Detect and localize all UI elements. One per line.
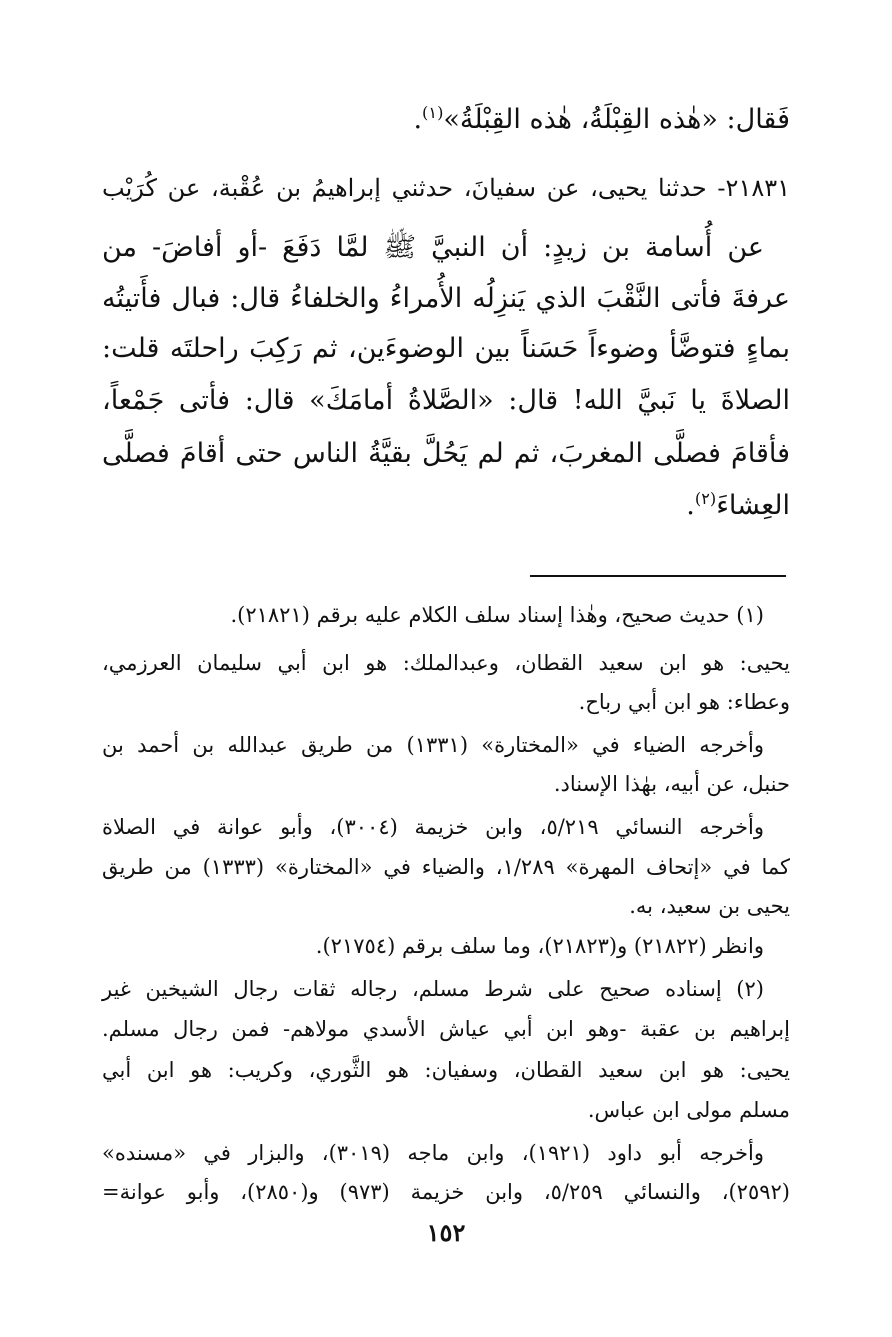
main-text-line [100, 489, 790, 521]
footnote-ref: (٢) [694, 489, 717, 508]
punctuation: . [413, 104, 423, 135]
main-text-line: الصلاةَ يا نَبيَّ الله! قال: «الصَّلاةُ أمامَكَ» قال: فأتى جَمْعاً، [102, 385, 790, 416]
footnote-line: يحيى: هو ابن سعيد القطان، وسفيان: هو الثَّوري، وكريب: هو ابن أبي [102, 1058, 790, 1082]
punctuation: . [686, 490, 695, 521]
footnote-line: وعطاء: هو ابن أبي رباح. [578, 690, 790, 714]
footnote-line: إبراهيم بن عقبة -وهو ابن أبي عياش الأسدي مولاهم- فمن رجال مسلم. [102, 1017, 790, 1041]
footnote-line: يحيى: هو ابن سعيد القطان، وعبدالملك: هو ابن أبي سليمان العرزمي، [102, 651, 790, 675]
main-text-line: فأقامَ فصلَّى المغربَ، ثم لم يَحُلَّ بقيَّةُ الناس حتى أقامَ فصلَّى [102, 438, 790, 469]
footnote-line: وأخرجه الضياء في «المختارة» (١٣٣١) من طريق عبدالله بن أحمد بن [102, 733, 764, 757]
footnote-line: وانظر (٢١٨٢٢) و(٢١٨٢٣)، وما سلف برقم (٢١٧٥٤). [315, 934, 764, 958]
footnote-divider [530, 575, 786, 577]
footnote-line: مسلم مولى ابن عباس. [587, 1098, 790, 1122]
main-text-word: العِشاءَ [716, 490, 790, 521]
footnote-line: حنبل، عن أبيه، بهٰذا الإسناد. [553, 772, 790, 796]
footnote-line: (٢) إسناده صحيح على شرط مسلم، رجاله ثقات رجال الشيخين غير [102, 977, 764, 1001]
main-text-line [100, 103, 790, 135]
footnote-line: (١) حديث صحيح، وهٰذا إسناد سلف الكلام عليه برقم (٢١٨٢١). [230, 603, 764, 627]
footnote-line: (٢٥٩٢)، والنسائي ٥/٢٥٩، وابن خزيمة (٩٧٣) و(٢٨٥٠)، وأبو عوانة= [102, 1180, 790, 1204]
main-text-line: عن أُسامة بن زيدٍ: أن النبيَّ ﷺ لمَّا دَفَعَ -أو أفاضَ- من [102, 232, 764, 263]
footnote-line: وأخرجه النسائي ٥/٢١٩، وابن خزيمة (٣٠٠٤)، وأبو عوانة في الصلاة [102, 815, 764, 839]
footnote-line: يحيى بن سعيد، به. [629, 894, 790, 918]
footnote-line: كما في «إتحاف المهرة» ١/٢٨٩، والضياء في «المختارة» (١٣٣٣) من طريق [102, 855, 790, 879]
hadith-quote: فَقال: «هٰذه القِبْلَةُ، هٰذه القِبْلَةُ» [443, 104, 790, 135]
hadith-number-line: ٢١٨٣١- حدثنا يحيى، عن سفيانَ، حدثني إبراهيمُ بن عُقْبة، عن كُرَيْب [102, 174, 790, 202]
footnote-ref: (١) [422, 103, 444, 122]
footnote-line: وأخرجه أبو داود (١٩٢١)، وابن ماجه (٣٠١٩)، والبزار في «مسنده» [102, 1141, 764, 1165]
main-text-line: عرفةَ فأتى النَّقْبَ الذي يَنزِلُه الأُمراءُ والخلفاءُ قال: فبال فأَتيتُه [102, 283, 790, 314]
page-number: ١٥٢ [426, 1218, 466, 1247]
main-text-line: بماءٍ فتوضَّأ وضوءاً حَسَناً بين الوضوءَين، ثم رَكِبَ راحلتَه قلت: [102, 333, 790, 364]
